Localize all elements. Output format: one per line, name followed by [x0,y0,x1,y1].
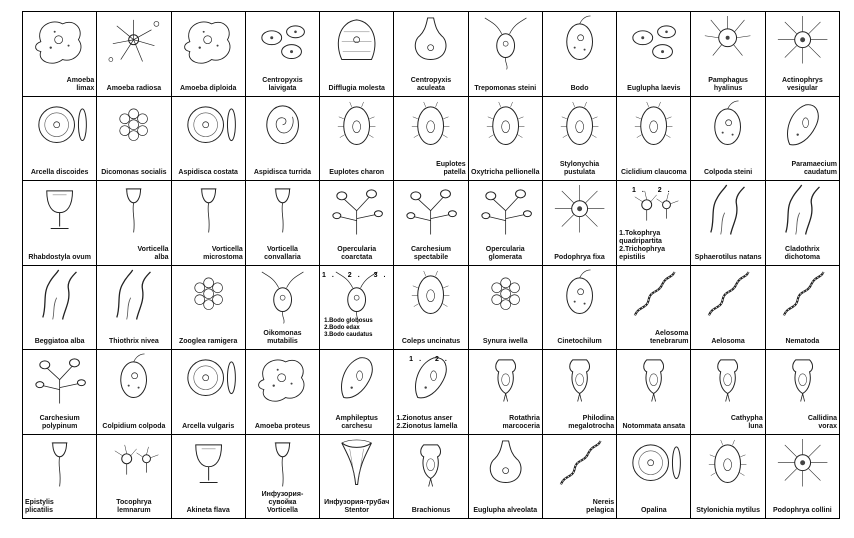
organism-cell [766,12,840,97]
species-label: Aelosoma [711,338,745,345]
species-label: Opercularia glomerata [485,245,525,261]
organism-cell [394,266,468,351]
species-label: Colpoda steini [703,169,753,176]
organism-cell [766,435,840,520]
organism-cell [543,181,617,266]
species-label: Opalina [640,507,667,514]
organism-cell [691,12,765,97]
ciliate-icon [469,97,542,181]
organism-cell [246,350,320,435]
organism-cell [691,350,765,435]
organism-cell [320,12,394,97]
ciliate-icon [320,97,393,181]
organism-cell [23,97,97,182]
organism-cell [246,12,320,97]
species-label: Amphileptus carchesu [335,414,378,430]
organism-cell [394,350,468,435]
organism-cell [543,97,617,182]
species-label: Epistylis plicatilis [25,499,54,514]
species-label: Euplotes patella [436,161,466,176]
figure-numbers: 1. 2. [632,187,676,194]
organism-cell [172,435,246,520]
organism-cell [394,435,468,520]
organism-cell [394,12,468,97]
pear-cell-icon [469,435,542,519]
species-label: Aspidisca costata [178,169,238,176]
species-label: 1.Tokophrya quadripartita 2.Trichophrya epistilis [619,229,666,261]
species-label: Ciclidium claucoma [620,169,687,176]
organism-cell [172,181,246,266]
organism-cell [97,435,171,520]
organism-cell [617,435,691,520]
species-label: Stylonychia pustulata [559,161,600,176]
organism-cell [617,266,691,351]
species-legend: 1.Bodo globosus 2.Bodo edax 3.Bodo caudatus [324,318,373,338]
species-label: Callidina vorax [807,414,837,430]
organism-cell [469,435,543,520]
organism-cell [691,181,765,266]
species-label: Tocophrya lemnarum [116,499,152,514]
organism-cell [320,350,394,435]
organism-cell [469,97,543,182]
rotifer-icon [394,435,467,519]
organism-cell [320,181,394,266]
species-label: Carchesium spectabile [410,245,452,261]
organism-cell [617,12,691,97]
species-label: Nematoda [785,338,820,345]
species-label: Rhabdostyla ovum [28,253,91,261]
organism-cell [617,97,691,182]
amoeba-icon [246,350,319,434]
oval-cell-icon [543,12,616,96]
star-cell-icon [97,12,170,96]
organism-cell [617,181,691,266]
species-label: Pamphagus hyalinus [708,76,748,92]
organism-cell [469,181,543,266]
organism-grid [22,11,840,519]
colony-icon [469,266,542,350]
spiral-cell-icon [246,97,319,181]
organism-cell [246,97,320,182]
species-label: Zooglea ramigera [178,338,238,345]
species-label: Amoeba radiosa [106,84,162,92]
species-label: Euglupha alveolata [473,507,538,514]
species-label: Stylonichia mytilus [696,507,760,514]
species-label: Oxytricha pellionella [471,169,540,176]
organism-cell [246,181,320,266]
species-label: Synura iwella [482,338,528,345]
organism-cell [469,266,543,351]
species-label: Thiothrix nivea [109,338,159,345]
organism-cell [23,12,97,97]
organism-cell [394,181,468,266]
species-label: Centropyxis aculeata [410,76,452,92]
organism-cell [23,181,97,266]
colony-icon [172,266,245,350]
species-label: Dicomonas socialis [101,169,167,176]
amoeba-icon [172,12,245,96]
filament-icon [23,266,96,350]
organism-cell [469,12,543,97]
species-label: Euglupha laevis [627,84,681,92]
species-label: Beggiatoa alba [34,338,85,345]
species-label: Cladothrix dichotoma [784,245,821,261]
species-label: Arcella discoides [30,169,89,176]
goblet-icon [23,181,96,265]
figure-numbers: 1. 2. 3. [322,271,392,279]
species-label: Akineta flava [186,507,230,514]
species-label: Vorticella microstoma [203,245,243,261]
ciliate-icon [691,435,764,519]
colony-icon [97,97,170,181]
shell-icon [320,12,393,96]
organism-cell [320,435,394,520]
organism-cell [394,97,468,182]
organism-cell [691,435,765,520]
species-label: Rotathria marcoceria [502,414,540,430]
species-label: Sphaerotilus natans [694,253,762,261]
species-label: Paramaecium caudatum [791,161,837,176]
organism-cell [320,97,394,182]
ciliate-icon [394,266,467,350]
organism-cell [97,12,171,97]
species-label: Aspidisca turrida [253,169,312,176]
ciliate-icon [617,97,690,181]
species-label: Oikomonas mutabilis [263,330,302,345]
organism-cell [543,266,617,351]
species-label: Инфузория-трубач Stentor [324,499,390,514]
species-label: Brachionus [411,507,451,514]
species-label: Amoeba diploida [179,84,237,92]
organism-cell [766,97,840,182]
organism-cell [172,12,246,97]
species-label: Vorticella convallaria [264,245,301,261]
organism-cell [172,350,246,435]
species-label: Bodo [570,84,589,92]
species-label: Amoeba limax [66,76,95,92]
species-label: Carchesium polypinum [39,414,80,430]
organism-cell [97,350,171,435]
flagellate-icon [469,12,542,96]
organism-cell [97,181,171,266]
disc-cell-icon [172,350,245,434]
organism-cell [543,350,617,435]
organism-cell [23,350,97,435]
worm-icon [691,266,764,350]
filament-icon [691,181,764,265]
species-label: Podophrya collini [772,507,832,514]
species-label: Cathypha luna [730,414,763,430]
organism-cell [766,266,840,351]
worm-icon [766,266,839,350]
species-label: Notommata ansata [622,422,686,430]
organism-cell [691,266,765,351]
species-label: Инфузория-сувойка Vorticella [261,491,304,514]
organism-cell [97,97,171,182]
organism-cell [97,266,171,351]
species-label: Amoeba proteus [254,422,311,430]
organism-cell [543,435,617,520]
organism-cell [617,350,691,435]
oval-cell-icon [543,266,616,350]
organism-cell [543,12,617,97]
oval-cell-icon [691,97,764,181]
species-label: Nereis pelagica [586,499,615,514]
sun-cell-icon [543,181,616,265]
organism-cell [766,350,840,435]
species-label: Aelosoma tenebrarum [649,330,689,345]
oval-cell-icon [97,350,170,434]
species-label: Podophrya fixa [554,253,605,261]
species-label: Colpidium colpoda [102,422,166,430]
organism-cell [23,435,97,520]
organism-cell [320,266,394,351]
sun-cell-icon [766,435,839,519]
species-label: Trepomonas steini [474,84,537,92]
organism-cell [23,266,97,351]
filament-icon [97,266,170,350]
species-label: Actinophrys vesigular [781,76,823,92]
species-label: Arcella vulgaris [182,422,235,430]
species-label: Vorticella alba [137,245,169,261]
species-label: Cinetochilum [557,338,602,345]
species-label: Centropyxis laivigata [262,76,303,92]
oval-cells-icon [617,12,690,96]
goblet-icon [172,435,245,519]
figure-numbers: 1. 2. [409,356,453,363]
organism-cell [691,97,765,182]
species-label: Coleps uncinatus [401,338,461,345]
organism-cell [469,350,543,435]
species-label: Difflugia molesta [328,84,385,92]
species-label: Philodina megalotrocha [568,414,615,430]
organism-cell [246,266,320,351]
species-label: Euplotes charon [329,169,385,176]
species-label: Opercularia coarctata [337,245,377,261]
disc-cell-icon [172,97,245,181]
organism-cell [766,181,840,266]
organism-cell [172,266,246,351]
species-label: 1.Zionotus anser 2.Zionotus lamella [396,414,458,430]
organism-cell [246,435,320,520]
organism-cell [172,97,246,182]
disc-cell-icon [617,435,690,519]
rotifer-icon [617,350,690,434]
disc-cell-icon [23,97,96,181]
